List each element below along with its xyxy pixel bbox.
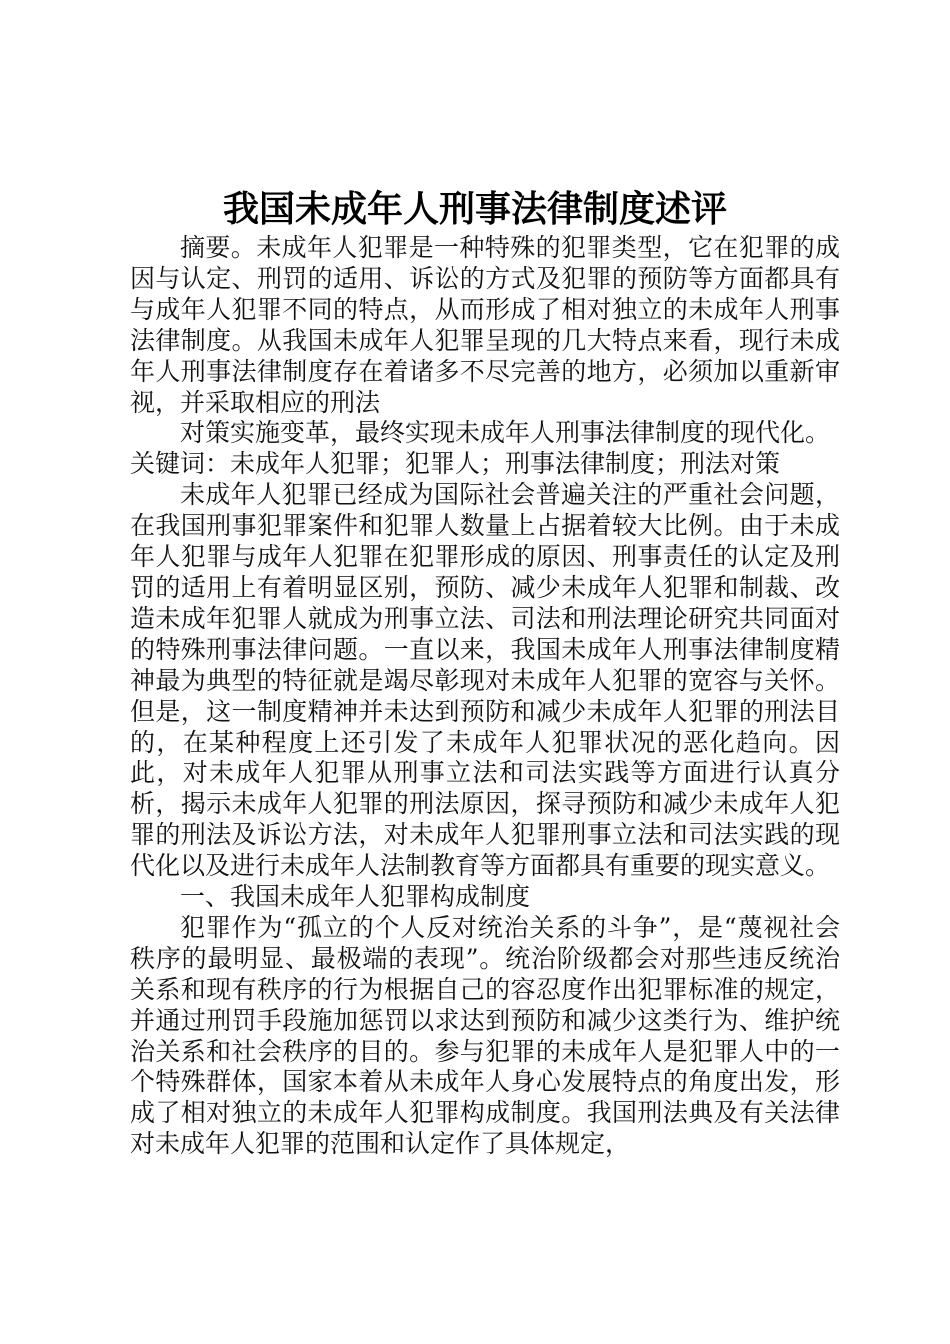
introduction-paragraph: 未成年人犯罪已经成为国际社会普遍关注的严重社会问题，在我国刑事犯罪案件和犯罪人数量上占据着较大比例。由于未成年人犯罪与成年人犯罪在犯罪形成的原因、刑事责任的认定及刑罚的适用上有着明显区别，预防、减少未成年人犯罪和制裁、改造未成年犯罪人就成为刑事立法、司法和刑法理论研究共同面对的特殊刑事法律问题。一直以来，我国未成年人刑事法律制度精神最为典型的特征就是竭尽彰现对未成年人犯罪的宽容与关怀。但是，这一制度精神并未达到预防和减少未成年人犯罪的刑法目的，在某种程度上还引发了未成年人犯罪状况的恶化趋向。因此，对未成年人犯罪从刑事立法和司法实践等方面进行认真分析，揭示未成年人犯罪的刑法原因，探寻预防和减少未成年人犯罪的刑法及诉讼方法，对未成年人犯罪刑事立法和司法实践的现代化以及进行未成年人法制教育等方面都具有重要的现实意义。 [130,480,840,881]
section-heading: 一、我国未成年人犯罪构成制度 [180,882,531,912]
document-body [130,233,840,1160]
section-paragraph: 犯罪作为“孤立的个人反对统治关系的斗争”，是“蔑视社会秩序的最明显、最极端的表现”。统治阶级都会对那些违反统治关系和现有秩序的行为根据自己的容忍度作出犯罪标准的规定，并通过刑罚手段施加惩罚以求达到预防和减少这类行为、维护统治关系和社会秩序的目的。参与犯罪的未成年人是犯罪人中的一个特殊群体，国家本着从未成年人身心发展特点的角度出发，形成了相对独立的未成年人犯罪构成制度。我国刑法典及有关法律对未成年人犯罪的范围和认定作了具体规定， [130,912,840,1159]
abstract-continuation: 对策实施变革，最终实现未成年人刑事法律制度的现代化。 [180,418,831,448]
document-title: 我国未成年人刑事法律制度述评 [222,188,727,230]
keywords-line: 关键词：未成年人犯罪；犯罪人；刑事法律制度；刑法对策 [130,449,781,479]
abstract-paragraph: 摘要。未成年人犯罪是一种特殊的犯罪类型，它在犯罪的成因与认定、刑罚的适用、诉讼的方式及犯罪的预防等方面都具有与成年人犯罪不同的特点，从而形成了相对独立的未成年人刑事法律制度。从我国未成年人犯罪呈现的几大特点来看，现行未成年人刑事法律制度存在着诸多不尽完善的地方，必须加以重新审视，并采取相应的刑法 [130,233,840,417]
